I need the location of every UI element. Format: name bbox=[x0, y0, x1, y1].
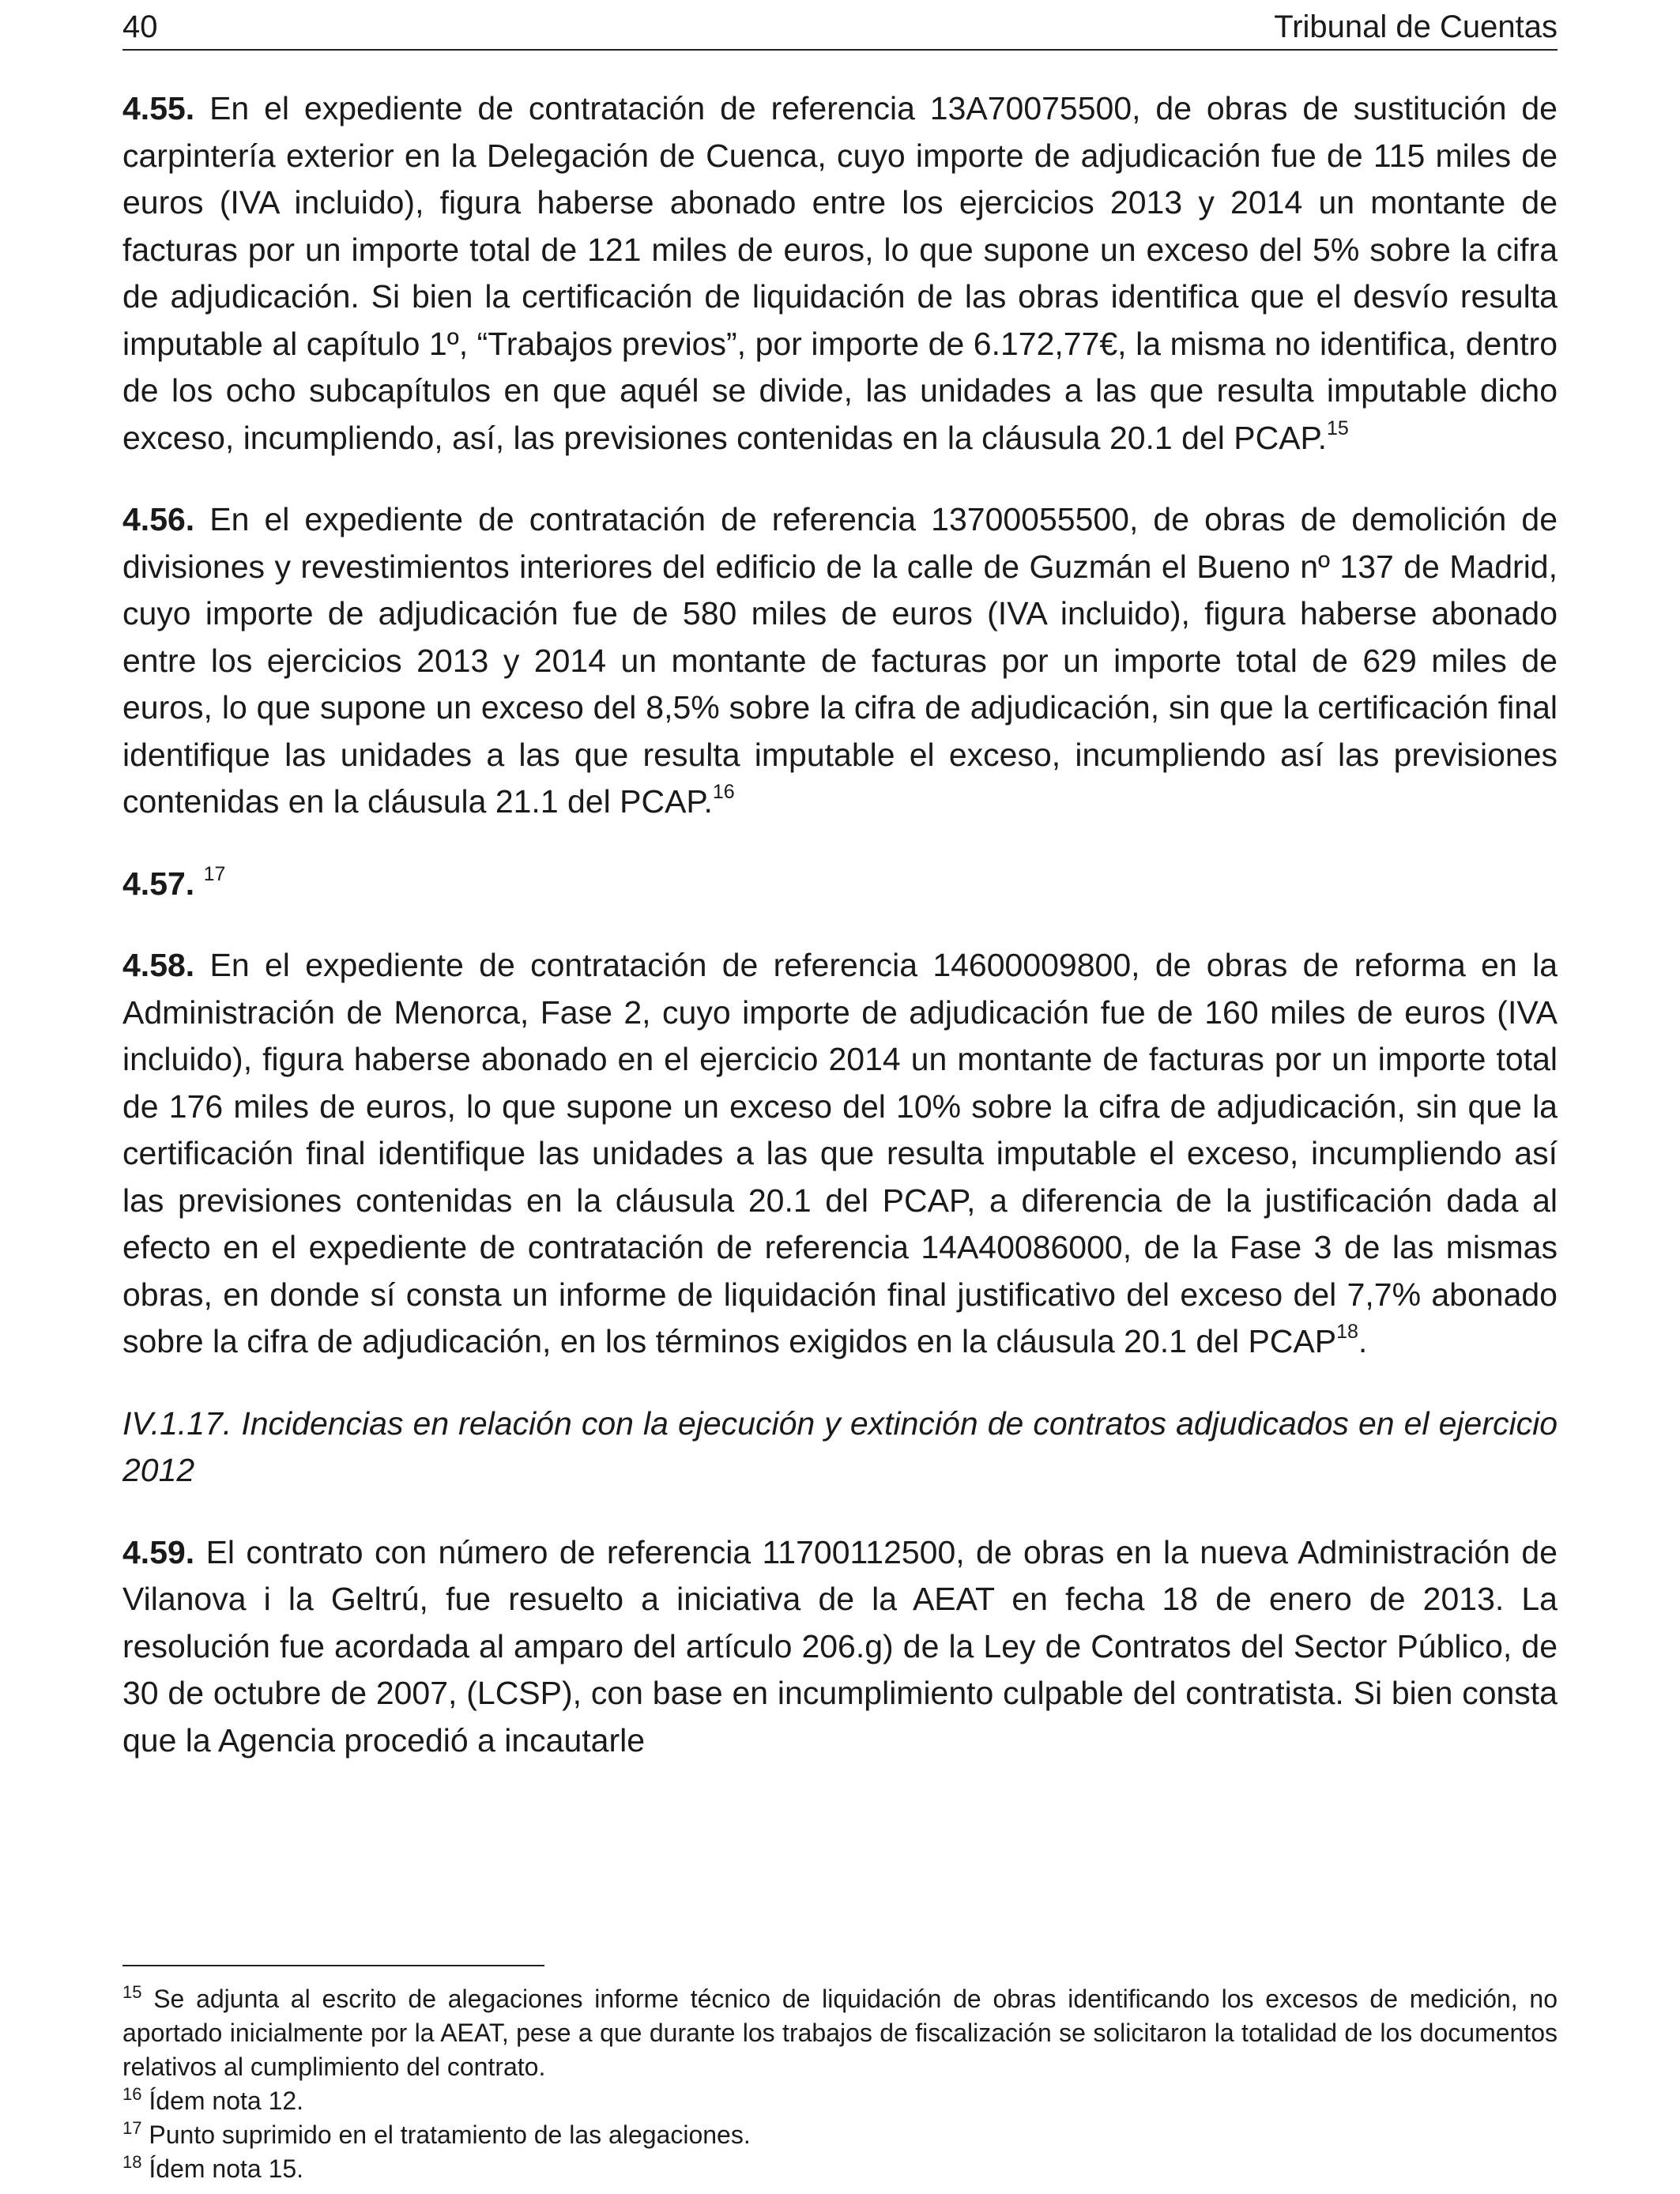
footnote-15 bbox=[122, 1982, 1558, 2084]
footnote-text: Se adjunta al escrito de alegaciones informe técnico de liquidación de obras identificando los excesos de medición, no aportado inicialmente por la AEAT, pese a que durante los trabajos de fiscalización se solicitaron la totalidad de los documentos relativos al cumplimiento del contrato. bbox=[122, 1985, 1558, 2081]
page-header bbox=[122, 0, 1558, 51]
footnote-18 bbox=[122, 2152, 1558, 2186]
footnote-17 bbox=[122, 2118, 1558, 2152]
paragraph-4-57 bbox=[122, 861, 1558, 908]
footnote-text: Punto suprimido en el tratamiento de las alegaciones. bbox=[141, 2120, 751, 2149]
footnote-text: Ídem nota 12. bbox=[141, 2087, 304, 2115]
paragraph-4-58 bbox=[122, 942, 1558, 1366]
footnote-ref-16: 16 bbox=[712, 781, 735, 803]
footnote-ref-17: 17 bbox=[203, 862, 226, 885]
footnote-mark: 18 bbox=[122, 2152, 142, 2172]
paragraph-number: 4.56. bbox=[122, 501, 195, 537]
paragraph-text: El contrato con número de referencia 11700112500, de obras en la nueva Administración de Vilanova i la Geltrú, fue resuelto a iniciativa de la AEAT en fecha 18 de enero de 2013. La resolución fue acordada al amparo del artículo 206.g) de la Ley de Contratos del Sector Público, de 30 de octubre de 2007, (LCSP), con base en incumplimiento culpable del contratista. Si bien consta que la Agencia procedió a incautarle bbox=[122, 1533, 1558, 1759]
footnote-mark: 16 bbox=[122, 2084, 142, 2104]
footnote-ref-15: 15 bbox=[1327, 417, 1349, 439]
footnotes bbox=[122, 1982, 1558, 2186]
paragraph-number: 4.58. bbox=[122, 947, 195, 983]
paragraph-4-55 bbox=[122, 85, 1558, 462]
paragraph-4-59 bbox=[122, 1529, 1558, 1765]
page-number: 40 bbox=[122, 9, 158, 44]
footnote-16 bbox=[122, 2084, 1558, 2118]
footnote-text: Ídem nota 15. bbox=[141, 2154, 304, 2183]
paragraph-text: En el expediente de contratación de referencia 14600009800, de obras de reforma en la Administración de Menorca, Fase 2, cuyo importe de adjudicación fue de 160 miles de euros (IVA incluido), figura haberse abonado en el ejercicio 2014 un montante de facturas por un importe total de 176 miles de euros, lo que supone un exceso del 10% sobre la cifra de adjudicación, sin que la certificación final identifique las unidades a las que resulta imputable el exceso, incumpliendo así las previsiones contenidas en la cláusula 20.1 del PCAP, a diferencia de la justificación dada al efecto en el expediente de contratación de referencia 14A40086000, de la Fase 3 de las mismas obras, en donde sí consta un informe de liquidación final justificativo del exceso del 7,7% abonado sobre la cifra de adjudicación, en los términos exigidos en la cláusula 20.1 del PCAP bbox=[122, 947, 1558, 1359]
paragraph-number: 4.59. bbox=[122, 1533, 195, 1570]
paragraph-number: 4.55. bbox=[122, 90, 195, 126]
paragraph-text: En el expediente de contratación de referencia 13700055500, de obras de demolición de divisiones y revestimientos interiores del edificio de la calle de Guzmán el Bueno nº 137 de Madrid, cuyo importe de adjudicación fue de 580 miles de euros (IVA incluido), figura haberse abonado entre los ejercicios 2013 y 2014 un montante de facturas por un importe total de 629 miles de euros, lo que supone un exceso del 8,5% sobre la cifra de adjudicación, sin que la certificación final identifique las unidades a las que resulta imputable el exceso, incumpliendo así las previsiones contenidas en la cláusula 21.1 del PCAP. bbox=[122, 501, 1558, 820]
paragraph-number: 4.57. bbox=[122, 865, 195, 902]
paragraph-4-56 bbox=[122, 496, 1558, 826]
footnote-separator bbox=[122, 1965, 544, 1966]
footnote-mark: 15 bbox=[122, 1982, 142, 2002]
footnote-mark: 17 bbox=[122, 2118, 142, 2138]
running-title: Tribunal de Cuentas bbox=[1274, 9, 1558, 44]
footnote-ref-18: 18 bbox=[1336, 1321, 1358, 1343]
paragraph-text: En el expediente de contratación de referencia 13A70075500, de obras de sustitución de carpintería exterior en la Delegación de Cuenca, cuyo importe de adjudicación fue de 115 miles de euros (IVA incluido), figura haberse abonado entre los ejercicios 2013 y 2014 un montante de facturas por un importe total de 121 miles de euros, lo que supone un exceso del 5% sobre la cifra de adjudicación. Si bien la certificación de liquidación de las obras identifica que el desvío resulta imputable al capítulo 1º, “Trabajos previos”, por importe de 6.172,77€, la misma no identifica, dentro de los ocho subcapítulos en que aquél se divide, las unidades a las que resulta imputable dicho exceso, incumpliendo, así, las previsiones contenidas en la cláusula 20.1 del PCAP. bbox=[122, 90, 1558, 456]
paragraph-end: . bbox=[1358, 1323, 1368, 1359]
section-heading: IV.1.17. Incidencias en relación con la ejecución y extinción de contratos adjudicados en el ejercicio 2012 bbox=[122, 1404, 1558, 1488]
main-content bbox=[122, 85, 1558, 1799]
